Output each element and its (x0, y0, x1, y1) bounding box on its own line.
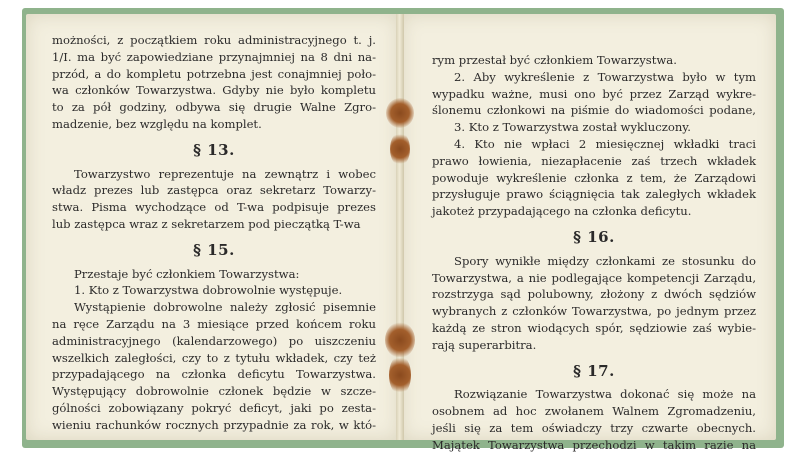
section-17-heading: § 17. (573, 361, 615, 380)
text-line: Majątek Towarzystwa przechodzi w takim razie na (432, 437, 756, 452)
text-line: wieniu rachunków rocznych przypadnie za rok, w któ- (52, 417, 376, 432)
text-line: stwa. Pisma wychodzące od T-wa podpisuje prezes (52, 200, 376, 215)
text-line: 1/I. ma być zapowiedziane przynajmniej na 8 dni na- (52, 49, 376, 64)
left-page (26, 14, 398, 440)
text-line: wybranych z członków Towarzystwa, po jednym przez (432, 304, 756, 319)
text-line: przypadającego na członka deficytu Towarzystwa. (52, 367, 376, 382)
text-line: Przestaje być członkiem Towarzystwa: (74, 266, 300, 281)
right-page (402, 14, 776, 452)
section-15-heading: § 15. (193, 240, 235, 259)
text-line: 1. Kto z Towarzystwa dobrowolnie występuje. (74, 283, 343, 298)
text-line: to za pół godziny, odbywa się drugie Walne Zgro- (52, 100, 376, 115)
text-line: jeśli się za tem oświadczy trzy czwarte obecnych. (432, 420, 756, 435)
text-line: wszelkich zaległości, czy to z tytułu wkładek, czy też (52, 350, 376, 365)
text-line: wypadku ważne, musi ono być przez Zarząd wykre- (432, 86, 756, 101)
text-line: lub zastępca wraz z sekretarzem pod pieczątką T-wa (52, 216, 361, 231)
section-16-heading: § 16. (573, 227, 615, 246)
rust-stain-bottom-small (389, 355, 411, 395)
text-line: prawo łowienia, niezapłacenie zaś trzech wkładek (432, 153, 756, 168)
text-line: Rozwiązanie Towarzystwa dokonać się może na (454, 387, 756, 402)
text-line: rają superarbitra. (432, 337, 537, 352)
text-line: wa członków Towarzystwa. Gdyby nie było kompletu (52, 83, 376, 98)
text-line: Wystąpienie dobrowolne należy zgłosić pisemnie (74, 300, 376, 315)
left-page-text (52, 32, 376, 430)
text-line: przód, a do kompletu potrzebna jest conajmniej poło- (52, 66, 376, 81)
section-13-heading: § 13. (193, 140, 235, 159)
text-line: ślonemu członkowi na piśmie do wiadomości podane, (432, 103, 756, 118)
rust-stain-top (386, 98, 414, 128)
text-line: każdą ze stron wiodących spór, sędziowie zaś wybie- (432, 320, 756, 335)
text-line: Towarzystwa, a nie podlegające kompetencji Zarządu, (432, 270, 756, 285)
text-line: Spory wynikłe między członkami ze stosunku do (454, 253, 756, 268)
text-line: 3. Kto z Towarzystwa został wykluczony. (454, 120, 691, 135)
text-line: jakoteż przypadającego na członka deficytu. (432, 204, 692, 219)
text-line: władz prezes lub zastępca oraz sekretarz Towarzy- (52, 183, 376, 198)
text-line: Towarzystwo reprezentuje na zewnątrz i wobec (74, 166, 376, 181)
text-line: administracyjnego (kalendarzowego) po uiszczeniu (52, 333, 376, 348)
rust-stain-bottom (385, 322, 415, 358)
text-line: osobnem ad hoc zwołanem Walnem Zgromadzeniu, (432, 404, 756, 419)
text-line: 4. Kto nie wpłaci 2 miesięcznej wkładki traci (454, 136, 756, 151)
right-page-text (432, 52, 756, 452)
text-line: Występujący dobrowolnie członek będzie w szcze- (52, 384, 376, 399)
text-line: przysługuje prawo ściągnięcia tak zaległych wkładek (432, 187, 756, 202)
text-line: rym przestał być członkiem Towarzystwa. (432, 53, 677, 67)
text-line: możności, z początkiem roku administracyjnego t. j. (52, 33, 376, 47)
text-line: 2. Aby wykreślenie z Towarzystwa było w tym (454, 69, 756, 84)
rust-stain-top-small (390, 132, 410, 166)
text-line: powoduje wykreślenie członka z tem, że Zarządowi (432, 170, 756, 185)
text-line: madzenie, bez względu na komplet. (52, 116, 262, 131)
text-line: na ręce Zarządu na 3 miesiące przed końcem roku (52, 316, 376, 331)
text-line: rozstrzyga sąd polubowny, złożony z dwóch sędziów (432, 287, 756, 302)
text-line: gólności zobowiązany pokryć deficyt, jaki po zesta- (52, 400, 376, 415)
